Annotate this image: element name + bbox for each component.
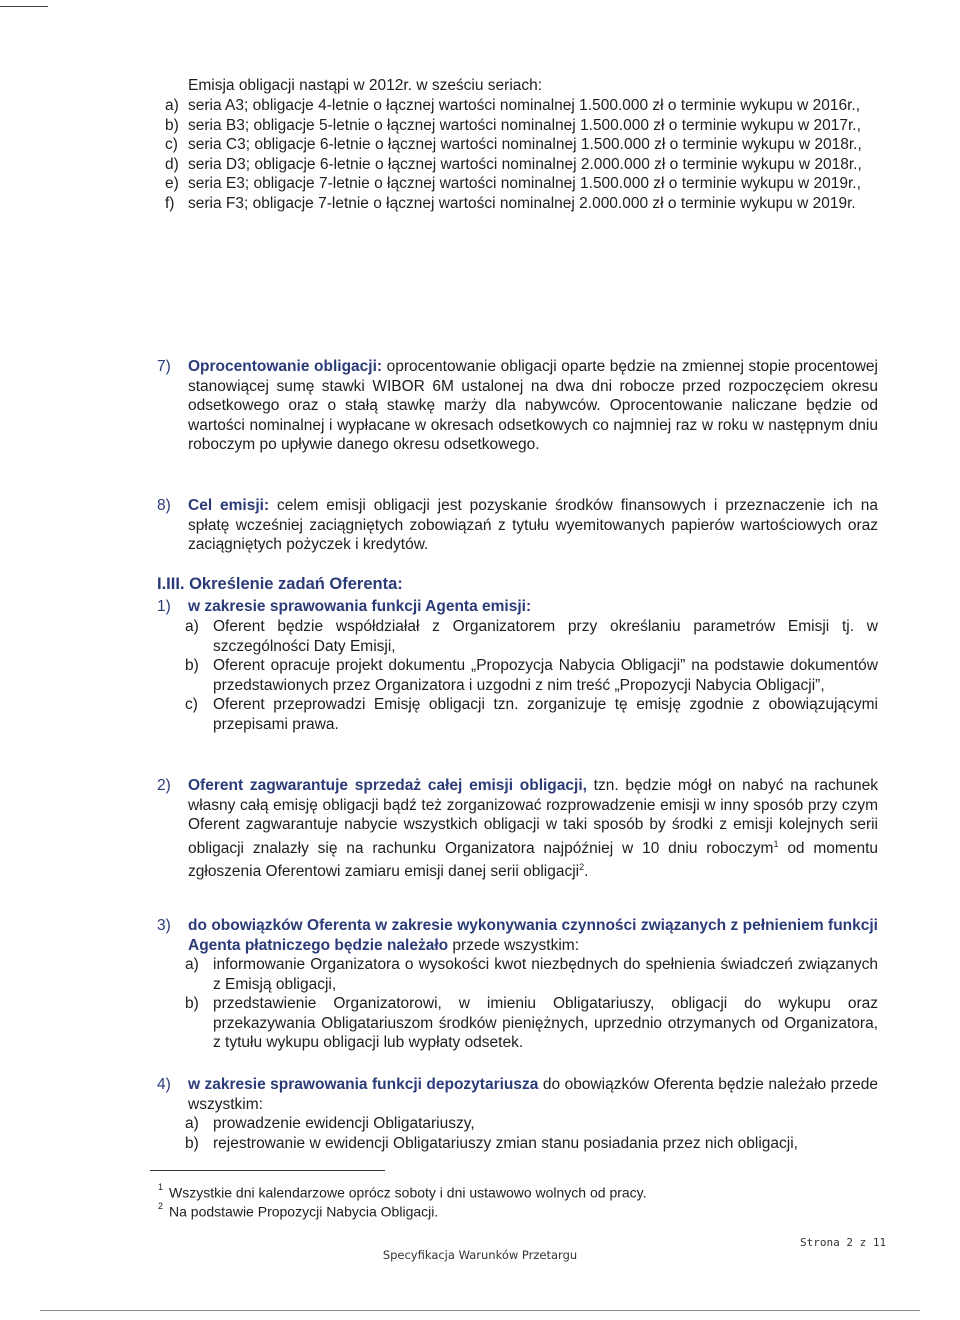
emission-series-list: [165, 96, 878, 213]
section-8-number: 8): [157, 497, 171, 514]
item-1-number: 1): [157, 598, 171, 615]
emission-block: [188, 76, 878, 96]
series-item-b: b) seria B3; obligacje 5-letnie o łącznej wartości nominalnej 1.500.000 zł o terminie wykupu w 2017r.,: [165, 116, 861, 134]
item-1-sub-a: a) Oferent będzie współdziałał z Organizatorem przy określaniu parametrów Emisji tj. w szczególności Daty Emisji,: [185, 618, 878, 655]
item-1-subs: [185, 617, 878, 734]
section-8-heading: Cel emisji:: [188, 497, 270, 514]
chapter-heading: [157, 575, 847, 595]
section-8-text: celem emisji obligacji jest pozyskanie środków finansowych i przeznaczenie ich na spłatę wcześniej zaciągniętych zobowiązań z tytułu wyemitowanych papierów wartościowych oraz zaciągniętych pożyczek i kredytów.: [188, 497, 879, 553]
page-number: Strona 2 z 11: [800, 1236, 887, 1249]
section-7-text: oprocentowanie obligacji oparte będzie na zmiennej stopie procentowej stanowiącej sumę stawki WIBOR 6M ustalonej na dwa dni robocze przed rozpoczęciem okresu odsetkowego oraz o stałą stawkę marży dla nabywców. Oprocentowanie naliczane będzie od wartości nominalnej i wypłacane w okresach odsetkowych co najmniej raz w roku w następnym dniu roboczym po upływie danego okresu odsetkowego.: [188, 358, 879, 453]
series-item-f: f) seria F3; obligacje 7-letnie o łącznej wartości nominalnej 2.000.000 zł o terminie wykupu w 2019r.: [165, 194, 856, 212]
item-2-number: 2): [157, 777, 171, 794]
footer-title: Specyfikacja Warunków Przetargu: [382, 1248, 578, 1262]
item-2: 2) Oferent zagwarantuje sprzedaż całej emisji obligacji, tzn. będzie mógł on nabyć na rachunek własny całą emisję obligacji bądź też zorganizować rozprowadzenie emisji w inny sposób przy czym Oferent zagwarantuje nabycie wszystkich obligacji w taki sposób by środki z emisji kolejnych serii obligacji znalazły się na rachunku Organizatora najpóźniej w 10 dniu roboczym$^1$ od momentu zgłoszenia Oferentowi zamiaru emisji danej serii obligacji$^2$.: [157, 777, 878, 881]
series-item-d: d) seria D3; obligacje 6-letnie o łącznej wartości nominalnej 2.000.000 zł o terminie wykupu w 2018r.,: [165, 155, 862, 173]
item-4-sub-a: a) prowadzenie ewidencji Obligatariuszy,: [185, 1115, 475, 1132]
top-edge-rule: [0, 6, 48, 7]
item-3-sub-b: b) przedstawienie Organizatorowi, w imieniu Obligatariuszy, obligacji do wykupu oraz przekazywania Obligatariuszom środków pieniężnych, uprzednio otrzymanych od Organizatora, z tytułu wykupu obligacji lub wypłaty odsetek.: [185, 995, 878, 1051]
item-4-number: 4): [157, 1076, 171, 1093]
series-item-a: a) seria A3; obligacje 4-letnie o łącznej wartości nominalnej 1.500.000 zł o terminie wykupu w 2016r.,: [165, 97, 861, 114]
series-item-c: c) seria C3; obligacje 6-letnie o łącznej wartości nominalnej 1.500.000 zł o terminie wykupu w 2018r.,: [165, 136, 862, 153]
item-4-subs: [185, 1114, 878, 1153]
footnote-ref-1: 1: [773, 838, 779, 849]
item-1-heading: w zakresie sprawowania funkcji Agenta emisji:: [188, 598, 532, 615]
section-7-heading: Oprocentowanie obligacji:: [188, 358, 383, 375]
item-3-number: 3): [157, 917, 171, 934]
item-1: [157, 597, 878, 617]
item-3: 3) do obowiązków Oferenta w zakresie wykonywania czynności związanych z pełnieniem funkcji Agenta płatniczego będzie należało przede wszystkim:: [157, 917, 878, 954]
item-4: 4) w zakresie sprawowania funkcji depozytariusza do obowiązków Oferenta będzie należało przede wszystkim:: [157, 1076, 878, 1113]
footnote-ref-2: 2: [579, 862, 585, 873]
item-4-sub-b: b) rejestrowanie w ewidencji Obligatariuszy zmian stanu posiadania przez nich obligacji,: [185, 1134, 798, 1152]
footnote-divider: [150, 1170, 385, 1171]
chapter-title: I.III. Określenie zadań Oferenta:: [157, 575, 403, 593]
section-7-number: 7): [157, 358, 171, 375]
item-3-subs: [185, 955, 878, 1053]
item-3-sub-a: a) informowanie Organizatora o wysokości kwot niezbędnych do spełnienia świadczeń związanych z Emisją obligacji,: [185, 956, 878, 993]
item-3-heading: do obowiązków Oferenta w zakresie wykonywania czynności związanych z pełnieniem funkcji Agenta płatniczego będzie należało: [188, 917, 878, 954]
section-8: [157, 496, 879, 555]
item-1-sub-b: b) Oferent opracuje projekt dokumentu „Propozycja Nabycia Obligacji” na podstawie dokumentów przedstawionych przez Organizatora i uzgodni z nim treść „Propozycji Nabycia Obligacji”,: [185, 657, 878, 694]
footnote-1: $^1$ Wszystkie dni kalendarzowe oprócz soboty i dni ustawowo wolnych od pracy.: [158, 1182, 647, 1201]
bottom-edge-rule: [40, 1310, 920, 1311]
item-4-heading: w zakresie sprawowania funkcji depozytariusza: [188, 1076, 539, 1093]
item-2-heading: Oferent zagwarantuje sprzedaż całej emisji obligacji,: [188, 777, 587, 794]
emission-intro: Emisja obligacji nastąpi w 2012r. w sześciu seriach:: [188, 77, 543, 94]
footnote-2: $^2$ Na podstawie Propozycji Nabycia Obligacji.: [158, 1201, 439, 1220]
section-7: [157, 357, 879, 455]
item-1-sub-c: c) Oferent przeprowadzi Emisję obligacji tzn. zorganizuje tę emisję zgodnie z obowiązującymi przepisami prawa.: [185, 696, 878, 733]
series-item-e: e) seria E3; obligacje 7-letnie o łącznej wartości nominalnej 1.500.000 zł o terminie wykupu w 2019r.,: [165, 175, 861, 192]
